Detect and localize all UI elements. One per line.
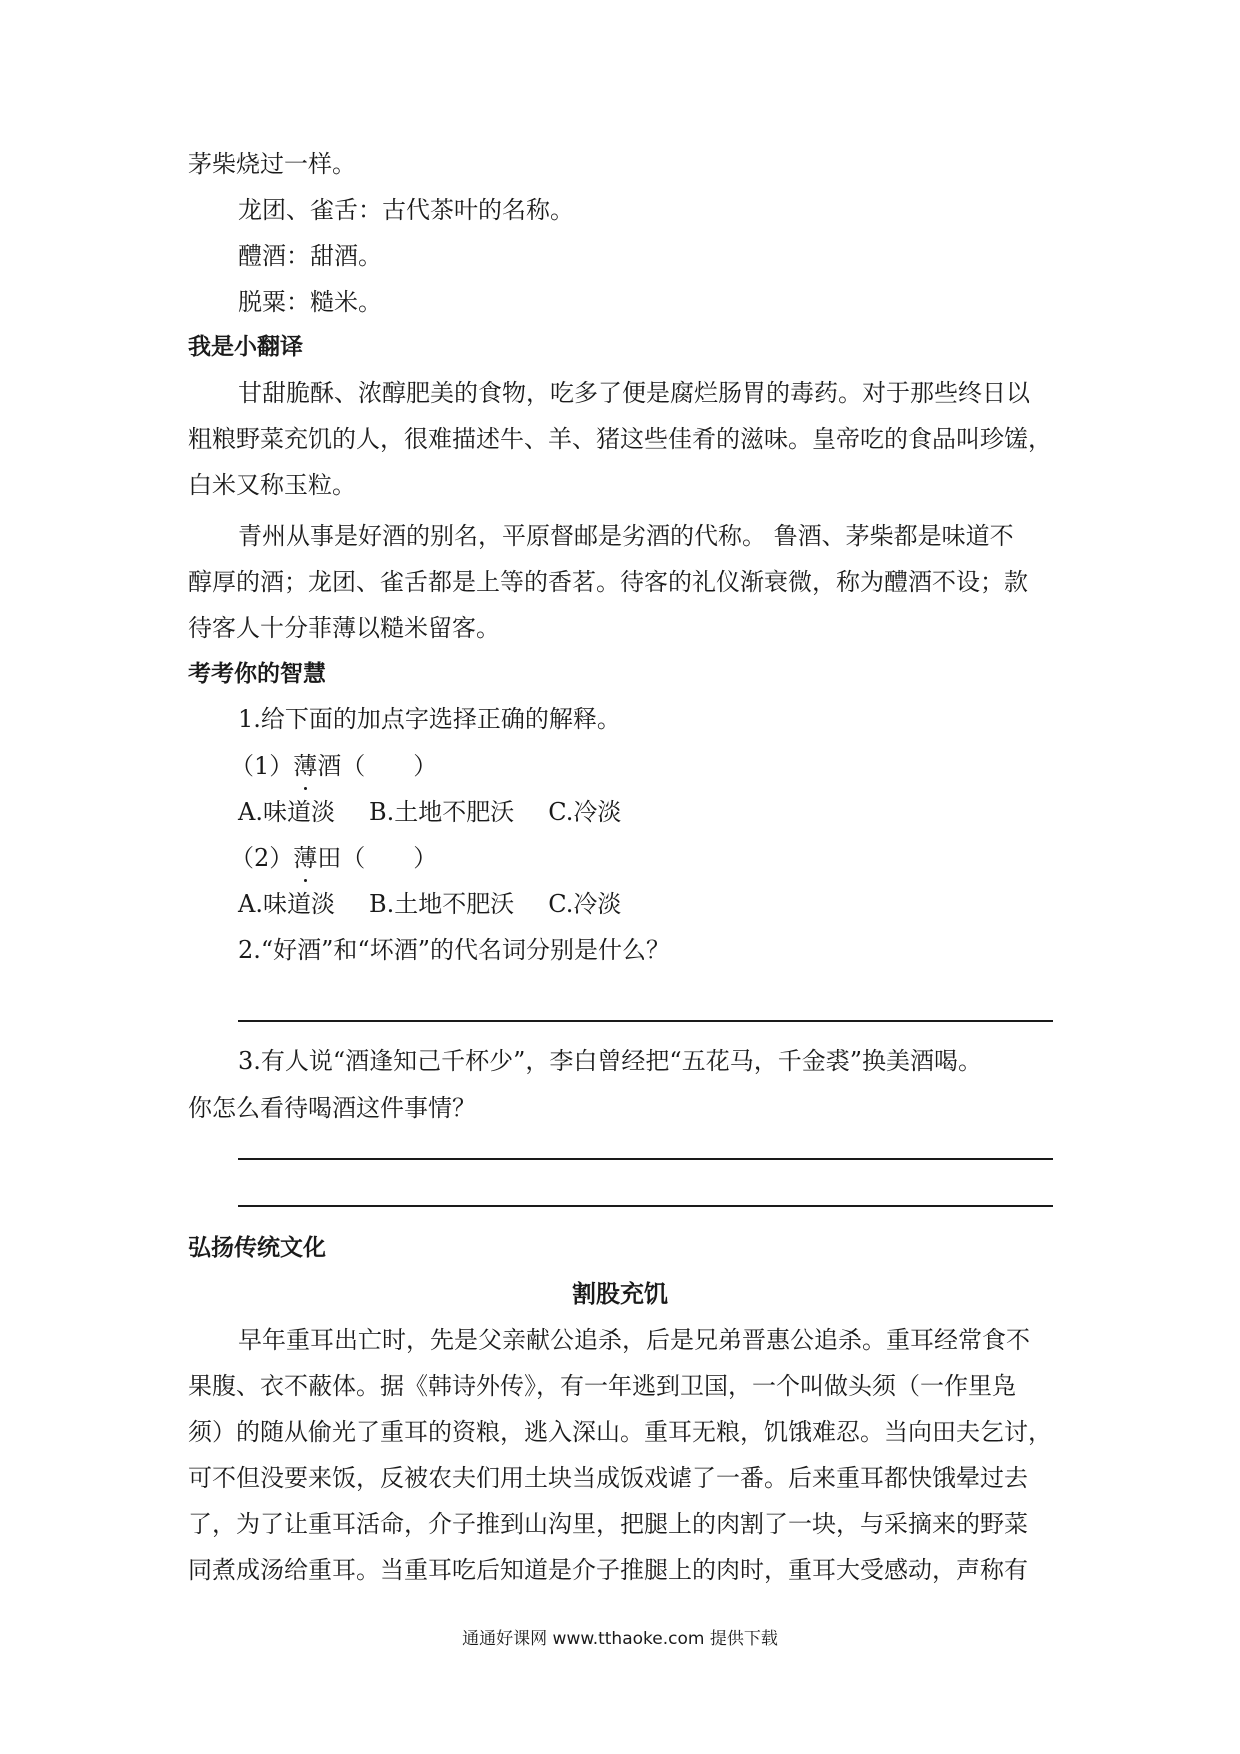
section-heading-quiz: 考考你的智慧 xyxy=(188,661,326,687)
section-heading-translation: 我是小翻译 xyxy=(188,334,303,360)
answer-line[interactable] xyxy=(238,1020,1053,1022)
option-c: C.冷淡 xyxy=(548,890,622,918)
story-line: 同煮成汤给重耳。当重耳吃后知道是介子推腿上的肉时，重耳大受感动，声称有 xyxy=(188,1556,1028,1584)
sub-question-number: （1） xyxy=(230,752,294,780)
note-line: 龙团、雀舌：古代茶叶的名称。 xyxy=(238,196,574,224)
translation-paragraph-line: 醇厚的酒；龙团、雀舌都是上等的香茗。待客的礼仪渐衰微，称为醴酒不设；款 xyxy=(188,568,1028,596)
option-a: A.味道淡 xyxy=(238,890,335,918)
translation-paragraph-line: 青州从事是好酒的别名，平原督邮是劣酒的代称。 鲁酒、茅柴都是味道不 xyxy=(238,522,1014,550)
note-line: 脱粟：糙米。 xyxy=(238,288,382,316)
sub-question-number: （2） xyxy=(230,844,294,872)
question-3: 3.有人说“酒逢知己千杯少”，李白曾经把“五花马，千金裘”换美酒喝。 xyxy=(238,1047,982,1075)
translation-paragraph-line: 甘甜脆酥、浓醇肥美的食物，吃多了便是腐烂肠胃的毒药。对于那些终日以 xyxy=(238,379,1030,407)
question-3-continued: 你怎么看待喝酒这件事情？ xyxy=(188,1094,476,1122)
answer-line[interactable] xyxy=(238,1205,1053,1207)
sub-question-2 xyxy=(230,842,437,874)
option-b: B.土地不肥沃 xyxy=(368,798,515,826)
option-b: B.土地不肥沃 xyxy=(368,890,515,918)
dotted-character: 薄 xyxy=(293,844,318,872)
sub-question-text: 田（ ） xyxy=(317,844,438,872)
translation-paragraph-line: 粗粮野菜充饥的人，很难描述牛、羊、猪这些佳肴的滋味。皇帝吃的食品叫珍馐， xyxy=(188,425,1052,453)
question-2: 2.“好酒”和“坏酒”的代名词分别是什么？ xyxy=(238,936,670,964)
story-title: 割股充饥 xyxy=(572,1280,668,1308)
translation-paragraph-line: 待客人十分菲薄以糙米留客。 xyxy=(188,614,500,642)
story-line: 须）的随从偷光了重耳的资粮，逃入深山。重耳无粮，饥饿难忍。当向田夫乞讨， xyxy=(188,1418,1052,1446)
sub-question-1 xyxy=(230,750,437,782)
section-heading-culture: 弘扬传统文化 xyxy=(188,1235,326,1261)
translation-paragraph-line: 白米又称玉粒。 xyxy=(188,471,356,499)
story-line: 果腹、衣不蔽体。据《韩诗外传》，有一年逃到卫国，一个叫做头须（一作里凫 xyxy=(188,1372,1016,1400)
continued-line: 茅柴烧过一样。 xyxy=(188,150,356,178)
question-1: 1.给下面的加点字选择正确的解释。 xyxy=(238,705,621,733)
page-footer: 通通好课网 www.tthaoke.com 提供下载 xyxy=(462,1629,778,1649)
answer-line[interactable] xyxy=(238,1158,1053,1160)
note-line: 醴酒：甜酒。 xyxy=(238,242,382,270)
sub-question-text: 酒（ ） xyxy=(317,752,438,780)
story-line: 可不但没要来饭，反被农夫们用土块当成饭戏谑了一番。后来重耳都快饿晕过去 xyxy=(188,1464,1028,1492)
option-a: A.味道淡 xyxy=(238,798,335,826)
story-line: 了，为了让重耳活命，介子推到山沟里，把腿上的肉割了一块，与采摘来的野菜 xyxy=(188,1510,1028,1538)
options-row-1 xyxy=(238,796,655,828)
story-line: 早年重耳出亡时，先是父亲献公追杀，后是兄弟晋惠公追杀。重耳经常食不 xyxy=(238,1326,1030,1354)
dotted-character: 薄 xyxy=(293,752,318,780)
option-c: C.冷淡 xyxy=(548,798,622,826)
options-row-2 xyxy=(238,888,655,920)
